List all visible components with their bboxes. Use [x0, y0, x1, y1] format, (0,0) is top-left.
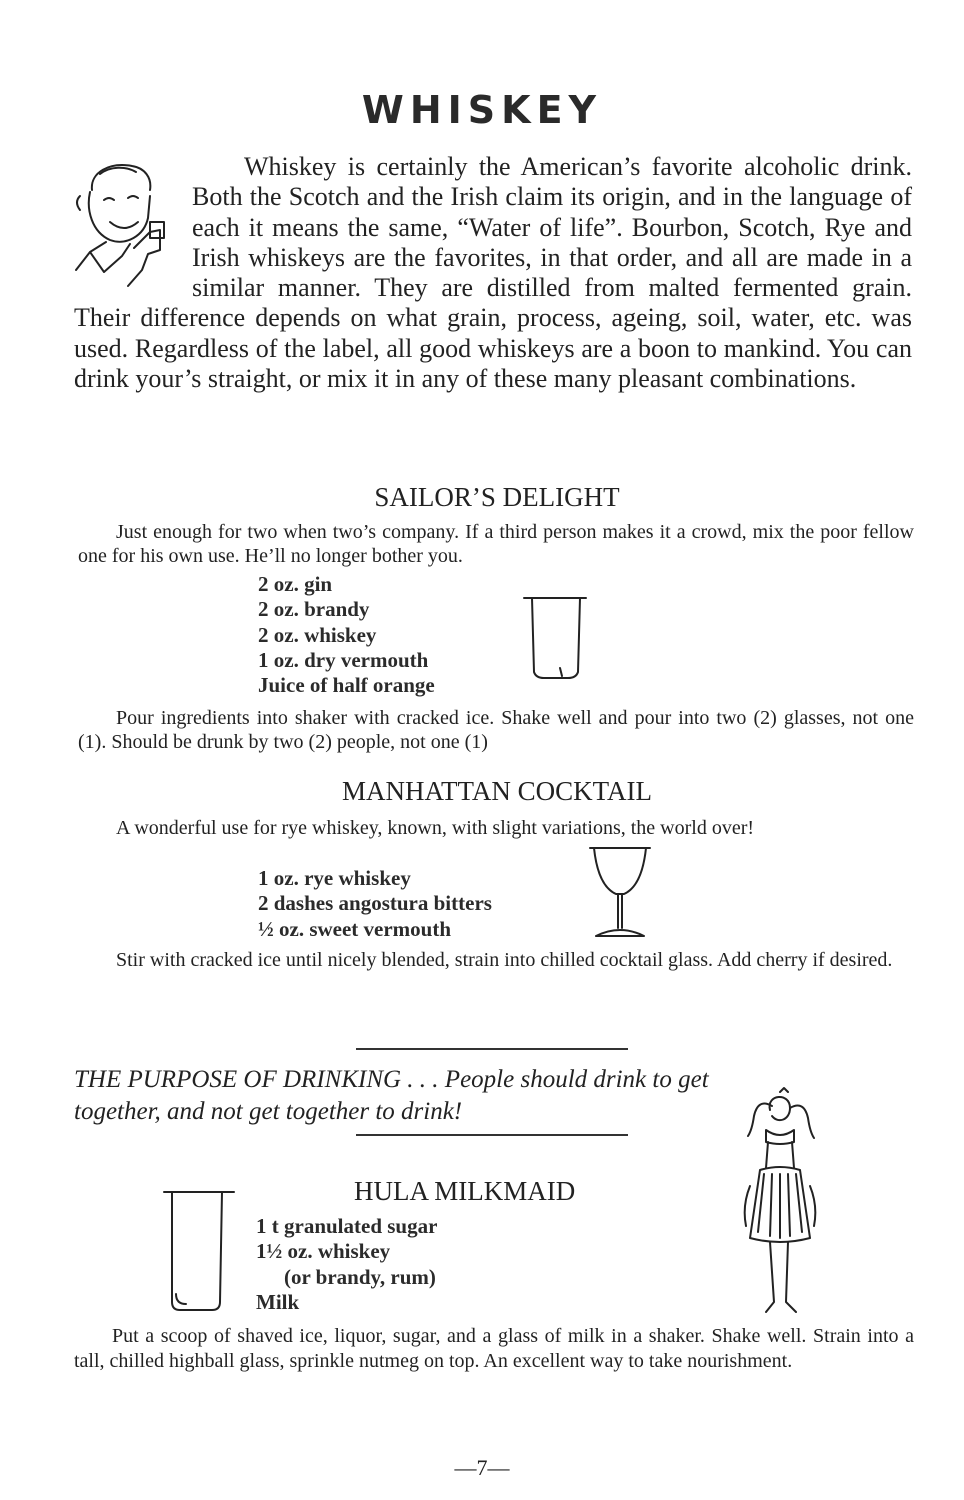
highball-glass-icon	[160, 1186, 240, 1318]
quote: THE PURPOSE OF DRINKING . . . People should drink to get together, and not get together to drink!	[74, 1066, 709, 1125]
recipe-directions: Put a scoop of shaved ice, liquor, sugar, and a glass of milk in a shaker. Shake well. Strain into a tall, chilled highball glass, sprinkle nutmeg on top. An excellent way to take nourishment.	[74, 1325, 914, 1372]
ingredient: 1½ oz. whiskey	[256, 1239, 391, 1264]
recipe-title-sailors-delight: SAILOR’S DELIGHT	[374, 482, 620, 512]
intro-text: Whiskey is certainly the American’s favorite alcoholic drink. Both the Scotch and the Irish claim its origin, and in the language of each it means the same, “Water of life”. Bourbon, Scotch, Rye and Irish whiskeys are the favorites, in that order, and all are made in a similar manner. They are distilled from malted fermented grain. Their difference depends on what grain, process, ageing, soil, water, etc. was used. Regardless of the label, all good whiskeys are a boon to mankind. You can drink your’s straight, or mix it in any of these many pleasant combinations.	[74, 152, 912, 394]
intro-paragraph	[74, 152, 912, 394]
cocktail-glass-icon	[584, 842, 656, 942]
ingredient: 1 oz. dry vermouth	[258, 647, 429, 672]
ingredient: 2 oz. gin	[258, 572, 333, 596]
page-title: WHISKEY	[361, 88, 603, 132]
ingredient-list	[258, 866, 492, 942]
ingredient: (or brandy, rum)	[284, 1264, 436, 1289]
recipe-title-hula-milkmaid: HULA MILKMAID	[354, 1176, 576, 1206]
ingredient-list	[256, 1214, 437, 1315]
ingredient-list	[258, 572, 435, 698]
ingredient: 1 t granulated sugar	[256, 1214, 438, 1238]
divider	[356, 1134, 628, 1136]
ingredient: 2 dashes angostura bitters	[258, 891, 492, 916]
ingredient: 2 oz. brandy	[258, 597, 370, 622]
ingredient: 2 oz. whiskey	[258, 622, 377, 647]
ingredient: 1 oz. rye whiskey	[258, 866, 411, 890]
ingredient: ½ oz. sweet vermouth	[258, 916, 452, 941]
recipe-description: Just enough for two when two’s company. If a third person makes it a crowd, mix the poor fellow one for his own use. He’ll no longer bother you.	[78, 521, 914, 567]
recipe-directions: Pour ingredients into shaker with cracked ice. Shake well and pour into two (2) glasses, not one (1). Should be drunk by two (2) people, not one (1)	[78, 707, 914, 753]
ingredient: Milk	[256, 1289, 300, 1314]
old-fashioned-glass-icon	[520, 592, 592, 688]
hula-dancer-illustration	[730, 1086, 826, 1322]
recipe-description: A wonderful use for rye whiskey, known, with slight variations, the world over!	[116, 817, 755, 839]
ingredient: Juice of half orange	[258, 673, 435, 698]
page-number: —7—	[454, 1455, 510, 1480]
divider	[356, 1048, 628, 1050]
recipe-directions: Stir with cracked ice until nicely blended, strain into chilled cocktail glass. Add cherry if desired.	[116, 949, 893, 971]
recipe-title-manhattan-cocktail: MANHATTAN COCKTAIL	[342, 776, 652, 806]
